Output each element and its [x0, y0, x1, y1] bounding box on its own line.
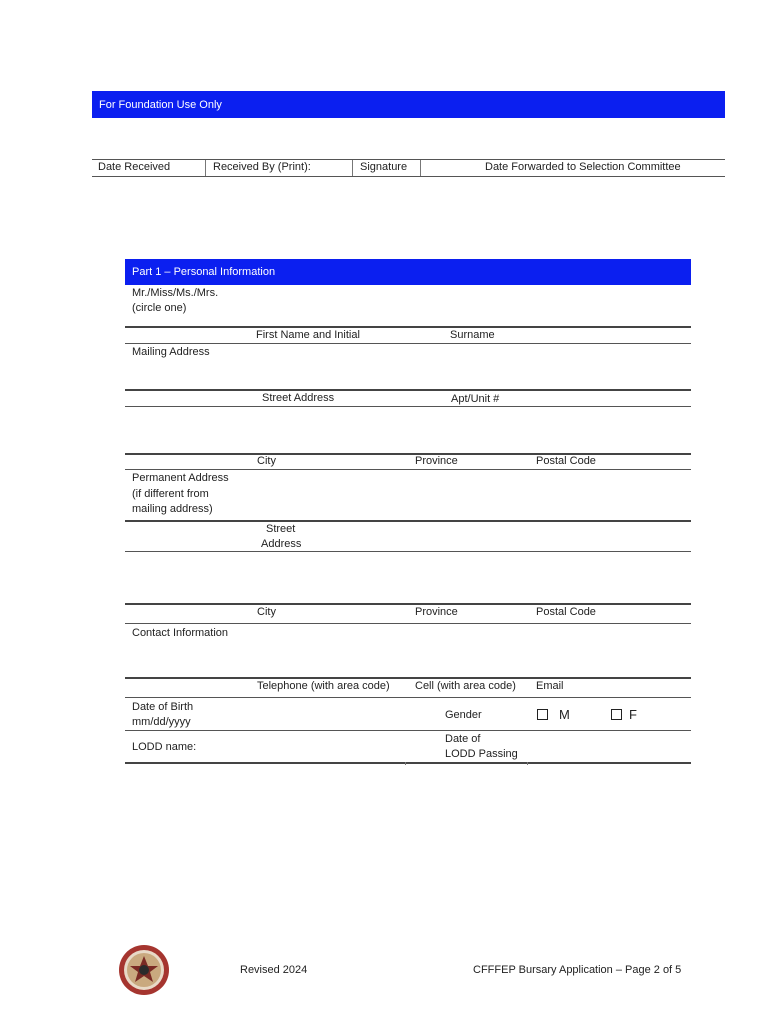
row-divider — [125, 551, 691, 552]
office-divider — [205, 160, 206, 176]
contact-field-line[interactable] — [125, 677, 691, 679]
permanent-city-field-line[interactable] — [125, 603, 691, 605]
salutation-hint: (circle one) — [132, 302, 187, 314]
postal-code-label: Postal Code — [536, 455, 596, 467]
page-title: CFFFEP Bursary Application – Page 2 of 5 — [473, 964, 682, 976]
female-checkbox-icon[interactable] — [611, 709, 622, 720]
office-divider — [420, 160, 421, 176]
cell-label: Cell (with area code) — [415, 680, 516, 692]
foundation-seal-logo — [118, 944, 170, 996]
lodd-date-label-2: LODD Passing — [445, 748, 518, 760]
permanent-address-hint: mailing address) — [132, 503, 213, 515]
name-field-line[interactable] — [125, 326, 691, 328]
province-label: Province — [415, 455, 458, 467]
lodd-date-label: Date of — [445, 733, 481, 745]
row-divider — [125, 469, 691, 470]
first-name-label: First Name and Initial — [256, 329, 360, 341]
city-label: City — [257, 455, 276, 467]
row-divider — [125, 697, 691, 698]
contact-information-label: Contact Information — [132, 627, 228, 639]
mailing-street-field-line[interactable] — [125, 389, 691, 391]
office-use-label: For Foundation Use Only — [99, 98, 222, 111]
date-forwarded-label: Date Forwarded to Selection Committee — [485, 161, 681, 173]
postal-code-label: Postal Code — [536, 606, 596, 618]
email-label: Email — [536, 680, 564, 692]
mailing-city-field-line[interactable] — [125, 453, 691, 455]
office-divider — [352, 160, 353, 176]
gender-label: Gender — [445, 709, 482, 721]
row-divider — [125, 343, 691, 344]
address-label: Address — [261, 538, 302, 550]
part1-band — [125, 259, 691, 285]
signature-label: Signature — [360, 161, 408, 173]
lodd-field-line[interactable] — [125, 762, 691, 764]
male-checkbox-icon[interactable] — [537, 709, 548, 720]
row-divider — [125, 406, 691, 407]
lodd-divider — [405, 762, 406, 765]
office-use-band — [92, 91, 725, 118]
apt-unit-label: Apt/Unit # — [451, 393, 500, 405]
province-label: Province — [415, 606, 458, 618]
row-divider — [125, 623, 691, 624]
revised-label: Revised 2024 — [240, 964, 308, 976]
male-label: M — [559, 707, 570, 722]
received-by-label: Received By (Print): — [213, 161, 311, 173]
lodd-divider — [527, 762, 528, 765]
surname-label: Surname — [450, 329, 495, 341]
date-received-label: Date Received — [98, 161, 171, 173]
street-label: Street — [266, 523, 296, 535]
salutation-label: Mr./Miss/Ms./Mrs. — [132, 287, 219, 299]
mailing-address-label: Mailing Address — [132, 346, 210, 358]
telephone-label: Telephone (with area code) — [257, 680, 390, 692]
street-address-label: Street Address — [262, 392, 335, 404]
part1-title: Part 1 – Personal Information — [132, 266, 276, 278]
city-label: City — [257, 606, 276, 618]
dob-format-hint: mm/dd/yyyy — [132, 716, 191, 728]
dob-field-line[interactable] — [125, 730, 691, 731]
permanent-address-label: Permanent Address — [132, 472, 229, 484]
female-label: F — [629, 707, 637, 722]
dob-label: Date of Birth — [132, 701, 194, 713]
lodd-name-label: LODD name: — [132, 741, 197, 753]
permanent-street-top-line[interactable] — [125, 520, 691, 522]
office-row-bottom-line — [92, 176, 725, 177]
permanent-address-hint: (if different from — [132, 488, 209, 500]
